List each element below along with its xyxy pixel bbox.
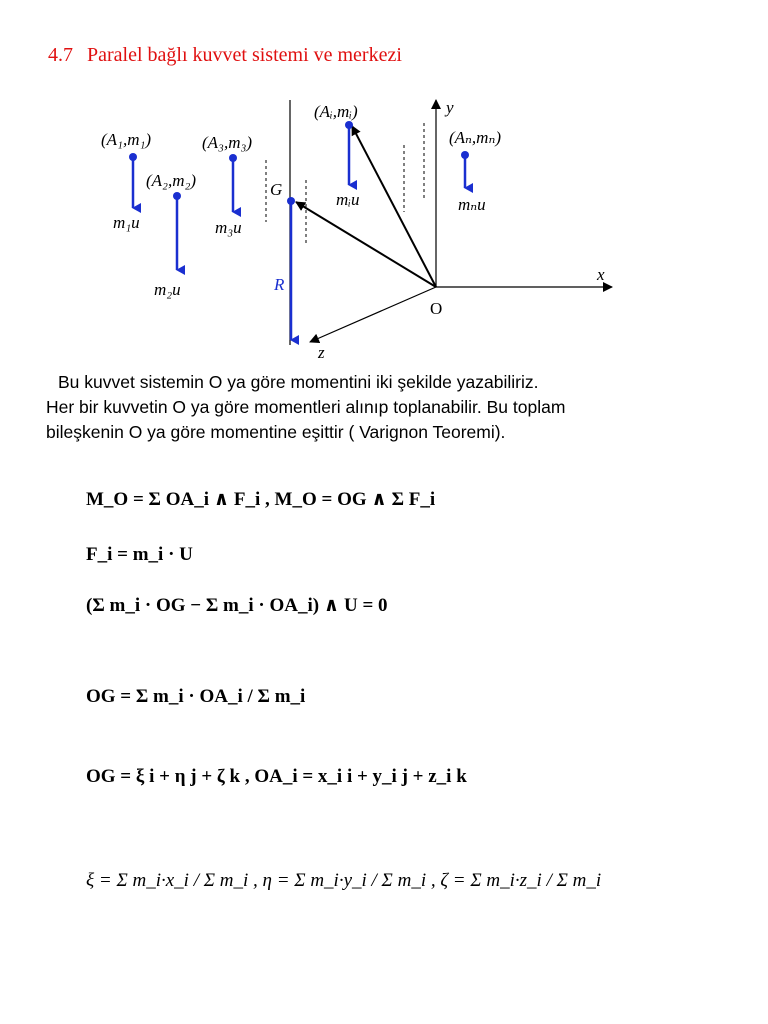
equation-og xyxy=(86,686,305,708)
label-r: R xyxy=(274,275,285,294)
label-an: (Aₙ,mₙ) xyxy=(449,128,502,147)
equation-force xyxy=(86,544,193,566)
section-number: 4.7 xyxy=(48,44,73,66)
equation-moment xyxy=(86,488,435,511)
equation-text: OG = ξ i + η j + ζ k , OA_i = x_i i + y_i j + z_i k xyxy=(86,766,467,787)
equation-text: M_O = Σ OA_i ∧ F_i , M_O = OG ∧ Σ F_i xyxy=(86,489,436,510)
equation-text: OG = Σ m_i · OA_i / Σ m_i xyxy=(86,686,306,707)
force-diagram xyxy=(0,90,768,370)
label-a2: (A₂,m₂) xyxy=(146,171,197,190)
label-a3: (A₃,m₃) xyxy=(202,133,253,152)
label-f1: m₁u xyxy=(113,213,140,232)
label-ai: (Aᵢ,mᵢ) xyxy=(314,102,358,121)
equation-components xyxy=(86,766,467,788)
label-a1: (A₁,m₁) xyxy=(101,130,152,149)
paragraph-line: Bu kuvvet sistemin O ya göre momentini iki şekilde yazabiliriz. xyxy=(58,372,539,392)
equation-centroid xyxy=(86,870,601,892)
label-o: O xyxy=(430,299,443,318)
label-fi: mᵢu xyxy=(336,190,360,209)
label-x: x xyxy=(597,265,605,284)
paragraph-line: Her bir kuvvetin O ya göre momentleri alınıp toplanabilir. Bu toplam xyxy=(46,397,566,417)
equation-text: F_i = m_i · U xyxy=(86,544,193,565)
section-title xyxy=(48,44,402,67)
equation-zero xyxy=(86,594,388,617)
z-axis xyxy=(310,287,436,342)
explanation-paragraph xyxy=(46,370,565,445)
og-vector xyxy=(296,202,436,287)
label-f2: m₂u xyxy=(154,280,181,299)
label-y: y xyxy=(446,98,454,117)
label-g: G xyxy=(270,180,283,199)
label-f3: m₃u xyxy=(215,218,242,237)
equation-text: (Σ m_i · OG − Σ m_i · OA_i) ∧ U = 0 xyxy=(86,595,388,616)
equation-text: ξ = Σ m_i·x_i / Σ m_i , η = Σ m_i·y_i / Σ m_i , ζ = Σ m_i·z_i / Σ m_i xyxy=(86,870,602,891)
label-z: z xyxy=(318,343,325,362)
oa-vector xyxy=(352,126,436,287)
paragraph-line: bileşkenin O ya göre momentine eşittir ( Varignon Teoremi). xyxy=(46,422,506,442)
section-heading: Paralel bağlı kuvvet sistemi ve merkezi xyxy=(87,44,402,66)
label-fn: mₙu xyxy=(458,195,486,214)
